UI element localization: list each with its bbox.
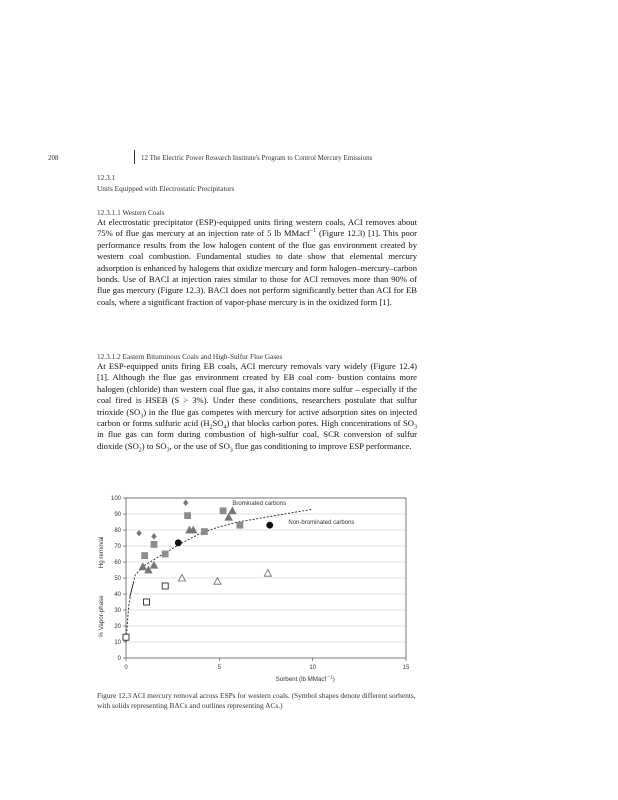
x-axis-label-close: ) (332, 676, 335, 683)
data-point-square (151, 541, 157, 547)
data-point-triangle (139, 563, 146, 570)
running-title: 12 The Electric Power Research Institute's Program to Control Mercury Emissions (141, 154, 373, 162)
chart-markers (123, 500, 273, 640)
data-point-triangle (214, 578, 221, 585)
annotation-non-brominated: Non-brominated carbons (288, 520, 355, 526)
x-tick-label: 5 (217, 665, 222, 671)
annotation-brominated: Brominated carbons (232, 500, 287, 507)
data-point-triangle (264, 570, 271, 577)
y-tick-label: 90 (114, 512, 121, 519)
data-point-diamond (152, 534, 156, 539)
y-axis-label-vapor: % Vapor-phase (98, 595, 105, 638)
x-axis-label-superscript: −1 (326, 674, 333, 680)
y-tick-label: 20 (114, 624, 121, 631)
y-tick-label: 80 (114, 528, 121, 535)
section-title: Units Equipped with Electrostatic Precipitators (97, 184, 235, 193)
header-rule (134, 150, 135, 164)
figure-caption: Figure 12.3 ACI mercury removal across ESPs for western coals. (Symbol shapes denote different sorbents, with solids representing BACs and outlines representing ACs.) (97, 691, 416, 710)
data-point-square (201, 529, 207, 535)
section-number: 12.3.1 (97, 173, 116, 182)
chart-trend-lines (126, 509, 313, 642)
x-tick-label: 0 (124, 665, 128, 671)
non-brominated-trend (126, 583, 134, 642)
paragraph-western-coals: At electrostatic precipitator (ESP)-equipped units firing western coals, ACI removes about 75% of flue gas mercury at an injection rate of 5 lb MMacf$^{-1}$ (Figure 12.3) [1]. This poor performance results from the low halogen content of the flue gas environment created by western coal combustion. Fundamental studies to date show that elemental mercury adsorption is enhanced by halogens that oxidize mercury and form halogen–mercury–carbon bonds. Use of BACI at injection rates similar to those for ACI removes more than 90% of flue gas mercury (Figure 12.3). BACI does not perform significantly better than ACI for EB coals, where a significant fraction of vapor-phase mercury is in the oxidized form [1]. (97, 217, 417, 307)
data-point-square (220, 508, 226, 514)
subsection-heading-western: 12.3.1.1 Western Coals (97, 208, 165, 217)
y-tick-label: 60 (114, 560, 121, 567)
data-point-square (162, 583, 168, 589)
x-tick-label: 10 (309, 665, 317, 671)
data-point-diamond (184, 500, 188, 505)
figure-12-3-chart (90, 490, 420, 690)
subsection-heading-eastern: 12.3.1.2 Eastern Bituminous Coals and High-Sulfur Flue Gases (97, 352, 283, 361)
chart-labels (98, 496, 410, 683)
y-tick-label: 10 (114, 640, 121, 647)
y-tick-label: 30 (114, 608, 121, 615)
y-tick-label: 100 (110, 496, 121, 503)
page-number: 208 (48, 154, 59, 162)
y-tick-label: 0 (117, 656, 121, 663)
data-point-triangle (225, 514, 232, 521)
chart-gridlines (126, 498, 406, 642)
y-tick-label: 40 (114, 592, 121, 599)
data-point-diamond (137, 531, 141, 536)
y-axis-label-removal: Hg removal (98, 536, 105, 569)
data-point-circle (175, 540, 181, 546)
data-point-square (185, 513, 191, 519)
data-point-square (144, 599, 150, 605)
data-point-circle (267, 522, 273, 528)
y-tick-label: 70 (114, 544, 121, 551)
chart-axes (123, 498, 406, 661)
data-point-triangle (150, 562, 157, 569)
x-tick-label: 15 (402, 665, 410, 671)
data-point-square (123, 634, 129, 640)
paragraph-eastern-bituminous: At ESP-equipped units firing EB coals, ACI mercury removals vary widely (Figure 12.4) [1]. Although the flue gas environment created by EB coal com- bustion contains more halogen (chloride) than western coal flue gas, it also contains more sulfur – especially if the coal fired is HSEB (S > 3%). Under these conditions, researchers postulate that sulfur trioxide $(SO_3)$ in the flue gas competes with mercury for active adsorption sites on injected carbon or forms sulfuric acid $(H_2SO_4)$ that blocks carbon pores. High concentrations of $SO_3$ in flue gas can form during combustion of high-sulfur coal, SCR conversion of sulfur dioxide $(SO_2)$ to $SO_3$, or the use of $SO_3$ flue gas conditioning to improve ESP performance. (97, 361, 417, 454)
data-point-square (162, 551, 168, 557)
data-point-square (237, 522, 243, 528)
x-axis-label: Sorbent (lb MMacf $^{-1}$) (275, 674, 335, 683)
data-point-triangle (229, 507, 236, 514)
y-tick-label: 50 (114, 576, 121, 583)
data-point-square (142, 553, 148, 559)
running-header (44, 150, 564, 166)
